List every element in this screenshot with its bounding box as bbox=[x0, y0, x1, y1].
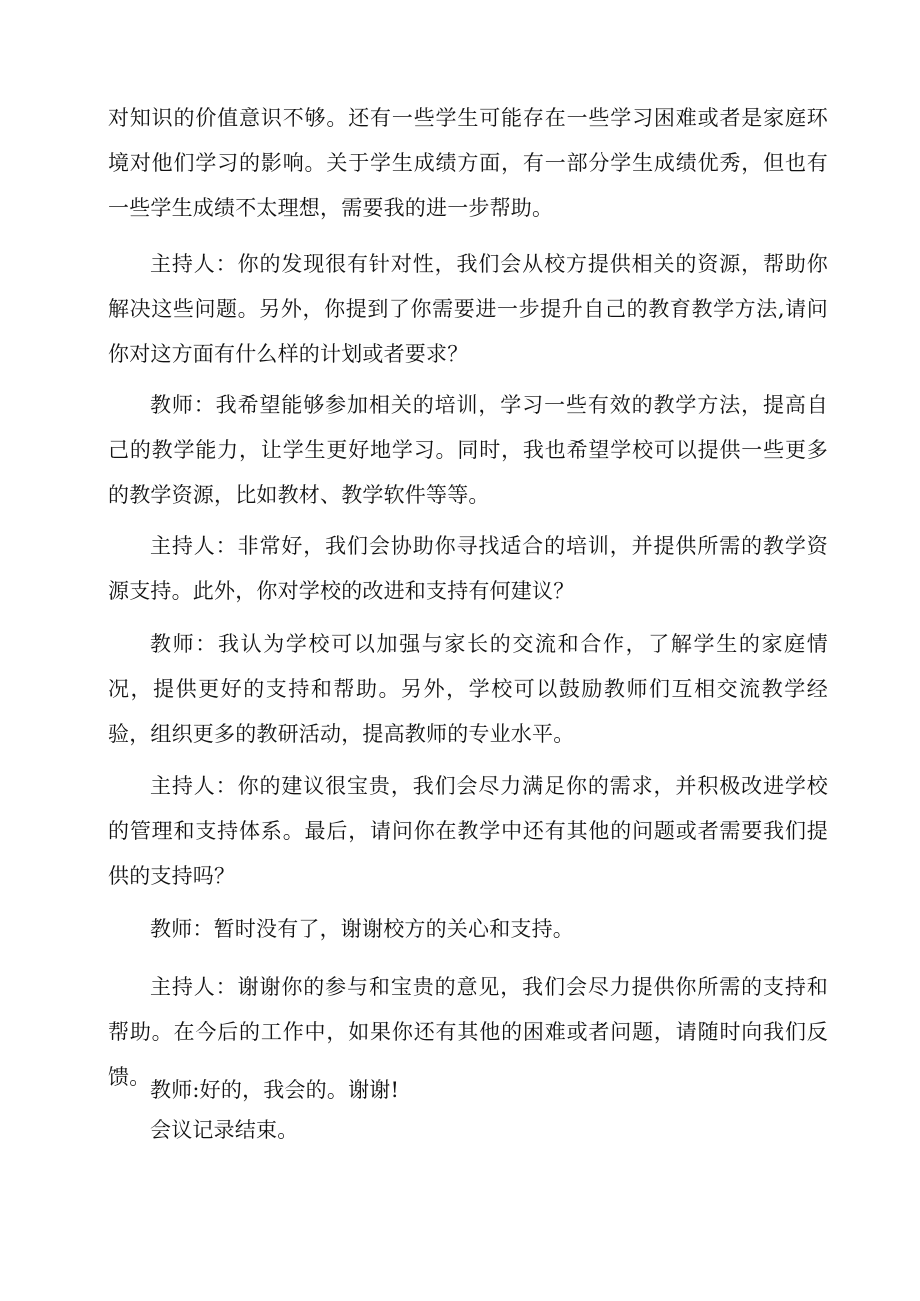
paragraph-teacher-3: 教师：暂时没有了，谢谢校方的关心和支持。 bbox=[150, 917, 574, 941]
paragraph-continuation: 对知识的价值意识不够。还有一些学生可能存在一些学习困难或者是家庭环境对他们学习的影响。关于学生成绩方面，有一部分学生成绩优秀，但也有一些学生成绩不太理想，需要我的进一步帮助。 bbox=[108, 106, 828, 220]
paragraph-teacher-4: 教师:好的，我会的。谢谢! bbox=[150, 1078, 400, 1102]
paragraph-teacher-1: 教师：我希望能够参加相关的培训，学习一些有效的教学方法，提高自己的教学能力，让学生更好地学习。同时，我也希望学校可以提供一些更多的教学资源，比如教材、教学软件等等。 bbox=[108, 393, 828, 507]
paragraph-teacher-2: 教师：我认为学校可以加强与家长的交流和合作，了解学生的家庭情况，提供更好的支持和帮助。另外，学校可以鼓励教师们互相交流教学经验，组织更多的教研活动，提高教师的专业水平。 bbox=[108, 632, 828, 746]
paragraph-host-1: 主持人：你的发现很有针对性，我们会从校方提供相关的资源，帮助你解决这些问题。另外，你提到了你需要进一步提升自己的教育教学方法,请问你对这方面有什么样的计划或者要求？ bbox=[108, 252, 828, 366]
paragraph-host-4: 主持人：谢谢你的参与和宝贵的意见，我们会尽力提供你所需的支持和帮助。在今后的工作中，如果你还有其他的困难或者问题，请随时向我们反馈。 bbox=[108, 975, 828, 1089]
paragraph-host-3: 主持人：你的建议很宝贵，我们会尽力满足你的需求，并积极改进学校的管理和支持体系。最后，请问你在教学中还有其他的问题或者需要我们提供的支持吗？ bbox=[108, 774, 828, 888]
paragraph-host-2: 主持人：非常好，我们会协助你寻找适合的培训，并提供所需的教学资源支持。此外，你对学校的改进和支持有何建议？ bbox=[108, 534, 828, 603]
paragraph-closing: 会议记录结束。 bbox=[150, 1118, 299, 1142]
